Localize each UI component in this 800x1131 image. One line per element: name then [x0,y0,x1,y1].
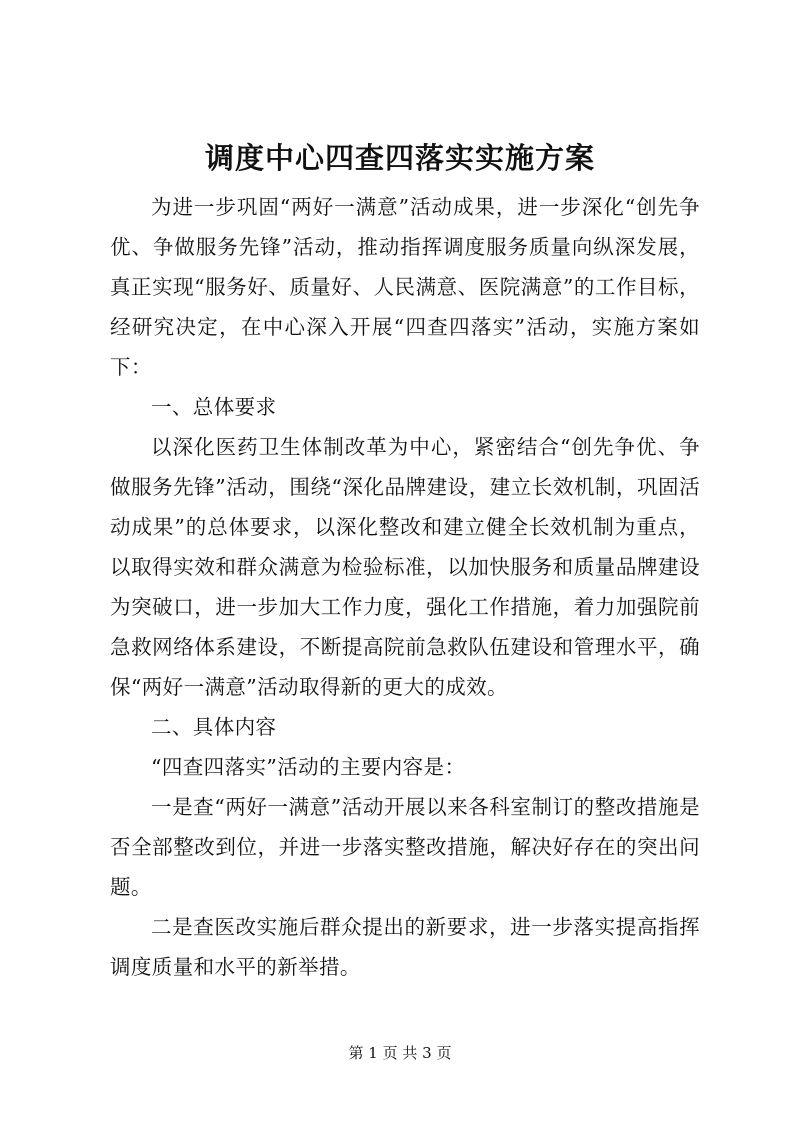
document-title: 调度中心四查四落实实施方案 [204,141,595,175]
specific-content-lead: “四查四落实”活动的主要内容是： [151,755,466,779]
document-body [110,187,700,987]
section-heading-general-requirements: 一、总体要求 [151,395,277,419]
general-requirements-paragraph: 以深化医药卫生体制改革为中心，紧密结合“创先争优、争做服务先锋”活动，围绕“深化品牌建设，建立长效机制，巩固活动成果”的总体要求，以深化整改和建立健全长效机制为重点，以取得实效和群众满意为检验标准，以加快服务和质量品牌建设为突破口，进一步加大工作力度，强化工作措施，着力加强院前急救网络体系建设，不断提高院前急救队伍建设和管理水平，确保“两好一满意”活动取得新的更大的成效。 [110,435,700,699]
section-heading-specific-content: 二、具体内容 [151,715,277,739]
intro-paragraph: 为进一步巩固“两好一满意”活动成果，进一步深化“创先争优、争做服务先锋”活动，推动指挥调度服务质量向纵深发展，真正实现“服务好、质量好、人民满意、医院满意”的工作目标，经研究决定，在中心深入开展“四查四落实”活动，实施方案如下： [110,195,700,379]
page-number-footer: 第 1 页 共 3 页 [348,1044,452,1062]
item-one-paragraph: 一是查“两好一满意”活动开展以来各科室制订的整改措施是否全部整改到位，并进一步落实整改措施，解决好存在的突出问题。 [110,795,700,899]
item-two-paragraph: 二是查医改实施后群众提出的新要求，进一步落实提高指挥调度质量和水平的新举措。 [110,915,700,979]
